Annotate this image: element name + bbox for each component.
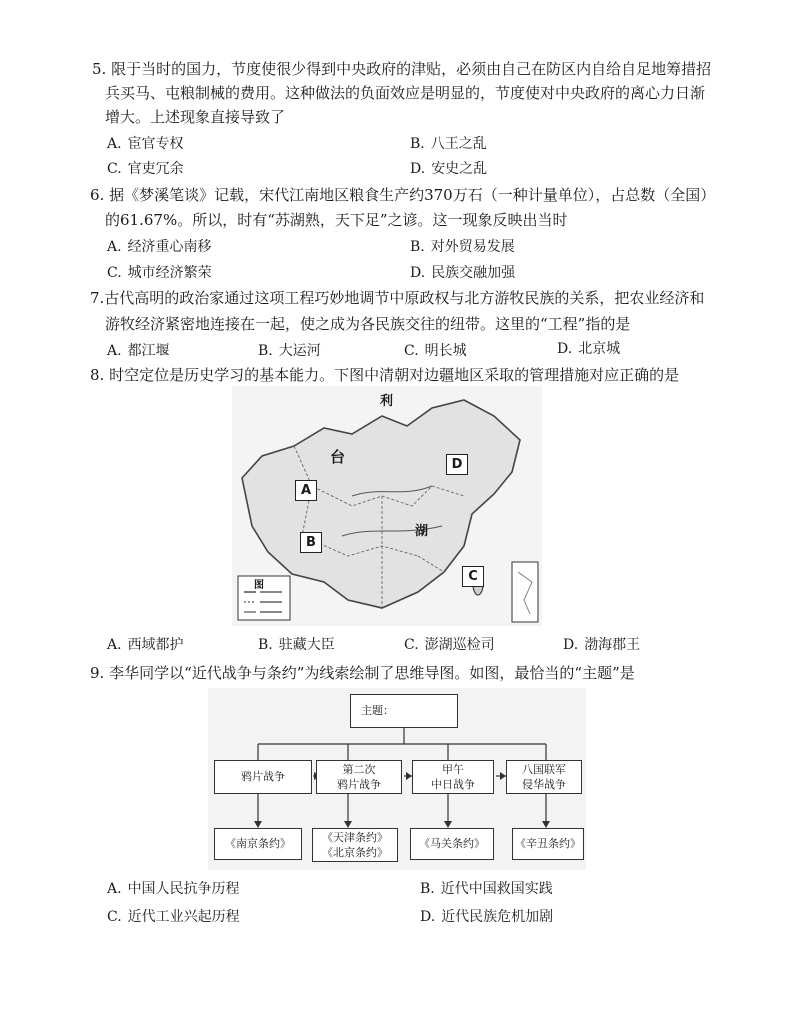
q7-stem-line-2: 游牧经济紧密地连接在一起，使之成为各民族交往的纽带。这里的“工程”指的是	[105, 315, 631, 333]
option-label: D.	[410, 265, 426, 281]
q5-option-b[interactable]	[410, 133, 487, 155]
q8-stem-line-1: 8. 时空定位是历史学习的基本能力。下图中清朝对边疆地区采取的管理措施对应正确的是	[90, 366, 680, 384]
map-marker-c[interactable]: C	[462, 566, 484, 587]
q6-stem-line-2: 的61.67%。所以，时有“苏湖熟，天下足”之谚。这一现象反映出当时	[105, 211, 568, 229]
map-label-lake: 湖	[415, 524, 429, 539]
mind-map-treaty-2	[312, 828, 398, 862]
treaty-label: 《辛丑条约》	[515, 837, 581, 850]
option-label: A.	[107, 136, 122, 152]
option-text: 近代工业兴起历程	[127, 909, 240, 925]
option-label: C.	[404, 343, 419, 359]
option-text: 中国人民抗争历程	[127, 881, 240, 897]
option-text: 宦官专权	[127, 136, 184, 152]
map-svg	[232, 386, 542, 626]
option-label: C.	[107, 909, 122, 925]
war-label-line-2: 侵华战争	[522, 778, 566, 791]
q7-option-b[interactable]	[258, 340, 321, 362]
option-label: D.	[563, 637, 579, 653]
war-label-line-1: 八国联军	[522, 763, 566, 776]
mind-map-treaty-1	[214, 828, 302, 860]
option-text: 渤海郡王	[584, 637, 641, 653]
option-text: 西域都护	[127, 637, 184, 653]
mind-map-war-2	[316, 760, 402, 794]
option-label: C.	[404, 637, 419, 653]
treaty-label-line-1: 《天津条约》	[322, 831, 388, 844]
option-text: 都江堰	[127, 343, 170, 359]
war-label-line-1: 第二次	[342, 763, 376, 776]
option-label: D.	[557, 341, 573, 357]
q8-option-c[interactable]	[404, 634, 495, 656]
war-label-line-2: 鸦片战争	[337, 778, 381, 791]
option-text: 北京城	[578, 341, 621, 357]
q5-stem-line-1: 5. 限于当时的国力，节度使很少得到中央政府的津贴，必须由自己在防区内自给自足地筹措招	[92, 60, 712, 78]
map-label-tai: 台	[330, 448, 346, 466]
war-label-line-2: 中日战争	[431, 778, 475, 791]
q7-option-c[interactable]	[404, 340, 467, 362]
q9-option-d[interactable]	[420, 906, 553, 928]
option-text: 澎湖巡检司	[424, 637, 495, 653]
mind-map-war-1	[214, 760, 312, 794]
q7-option-d[interactable]	[557, 338, 620, 360]
option-text: 安史之乱	[431, 161, 488, 177]
treaty-label: 《南京条约》	[225, 837, 291, 850]
q8-option-a[interactable]	[107, 634, 184, 656]
war-label: 鸦片战争	[241, 770, 285, 783]
q8-option-d[interactable]	[563, 634, 640, 656]
mind-map-theme-label: 主题：	[361, 704, 394, 717]
q5-stem-line-2: 兵买马、屯粮制械的费用。这种做法的负面效应是明显的，节度使对中央政府的离心力日渐	[105, 84, 706, 102]
option-text: 对外贸易发展	[430, 239, 515, 255]
option-text: 驻藏大臣	[278, 637, 335, 653]
map-marker-b[interactable]: B	[300, 532, 322, 553]
option-label: B.	[258, 637, 273, 653]
q5-option-a[interactable]	[107, 133, 184, 155]
q8-option-b[interactable]	[258, 634, 335, 656]
option-label: A.	[107, 343, 122, 359]
mind-map-treaty-3	[410, 828, 494, 860]
treaty-label: 《马关条约》	[419, 837, 485, 850]
option-label: A.	[107, 239, 122, 255]
q6-stem-line-1: 6. 据《梦溪笔谈》记载，宋代江南地区粮食生产约370万石（一种计量单位），占总数（全国）	[90, 186, 716, 204]
option-label: B.	[258, 343, 273, 359]
option-label: B.	[410, 136, 425, 152]
q9-option-a[interactable]	[107, 878, 240, 900]
mind-map-war-4	[506, 760, 582, 794]
q7-stem-line-1: 7.古代高明的政治家通过这项工程巧妙地调节中原政权与北方游牧民族的关系，把农业经济和	[90, 289, 705, 307]
option-text: 经济重心南移	[127, 239, 212, 255]
q6-option-b[interactable]	[410, 236, 515, 258]
q9-stem-line-1: 9. 李华同学以“近代战争与条约”为线索绘制了思维导图。如图，最恰当的“主题”是	[90, 664, 635, 682]
mind-map-war-3	[412, 760, 494, 794]
map-marker-a[interactable]: A	[295, 480, 317, 501]
option-text: 大运河	[278, 343, 321, 359]
q5-option-d[interactable]	[410, 158, 487, 180]
option-text: 城市经济繁荣	[127, 265, 212, 281]
q6-option-c[interactable]	[107, 262, 212, 284]
option-text: 官吏冗余	[127, 161, 184, 177]
q9-option-b[interactable]	[420, 878, 553, 900]
war-label-line-1: 甲午	[442, 763, 464, 776]
option-text: 明长城	[424, 343, 467, 359]
option-text: 八王之乱	[430, 136, 487, 152]
option-text: 近代中国救国实践	[440, 881, 553, 897]
option-text: 近代民族危机加剧	[441, 909, 554, 925]
option-label: B.	[420, 881, 435, 897]
option-label: B.	[410, 239, 425, 255]
mind-map-figure	[208, 688, 586, 870]
option-label: A.	[107, 637, 122, 653]
q6-option-a[interactable]	[107, 236, 212, 258]
option-label: A.	[107, 881, 122, 897]
q5-stem-line-3: 增大。上述现象直接导致了	[105, 108, 286, 126]
q5-option-c[interactable]	[107, 158, 184, 180]
map-label-top: 利	[380, 394, 394, 409]
q9-option-c[interactable]	[107, 906, 240, 928]
mind-map-treaty-4	[512, 828, 584, 860]
option-label: C.	[107, 265, 122, 281]
qing-map-figure	[232, 386, 542, 626]
option-label: D.	[420, 909, 436, 925]
q6-option-d[interactable]	[410, 262, 515, 284]
map-legend-title: 图	[254, 580, 264, 591]
map-marker-d[interactable]: D	[446, 454, 468, 475]
mind-map-theme-box[interactable]	[350, 694, 458, 728]
option-text: 民族交融加强	[431, 265, 516, 281]
option-label: D.	[410, 161, 426, 177]
treaty-label-line-2: 《北京条约》	[322, 846, 388, 859]
option-label: C.	[107, 161, 122, 177]
q7-option-a[interactable]	[107, 340, 170, 362]
